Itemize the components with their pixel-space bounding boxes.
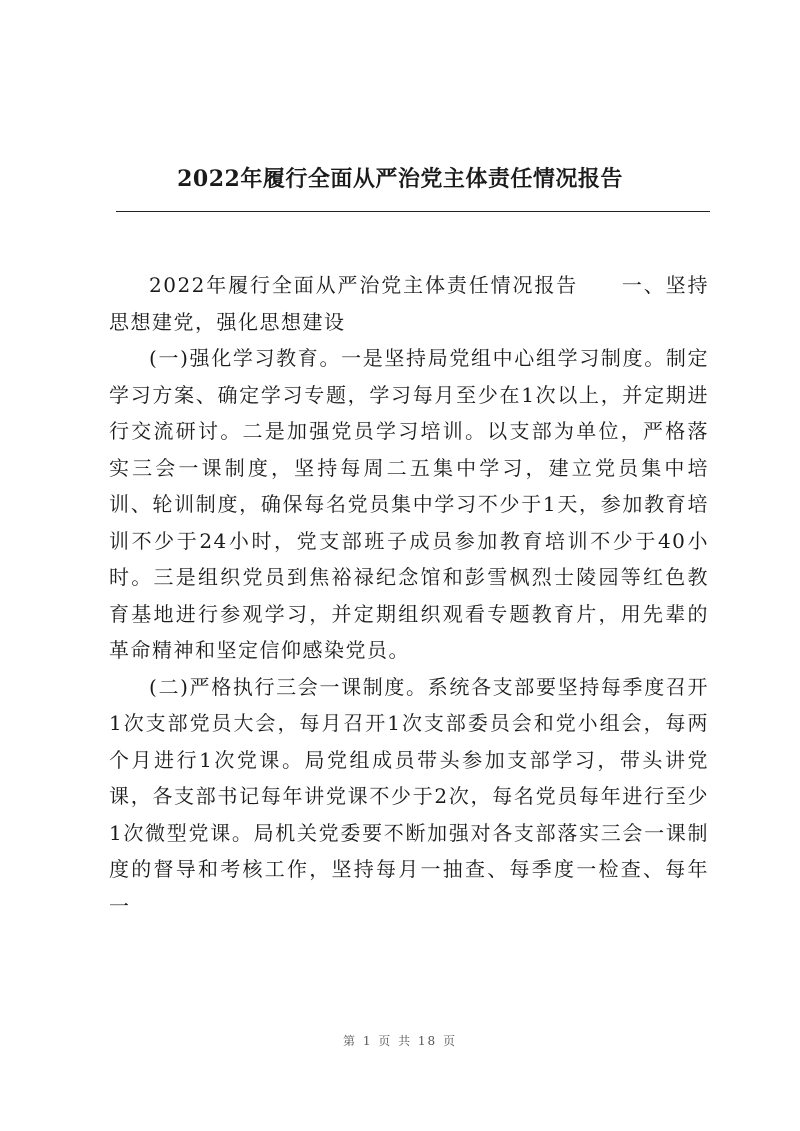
document-body [109,267,709,924]
page-number: 第 1 页 共 18 页 [343,1034,457,1048]
paragraph-1: 2022年履行全面从严治党主体责任情况报告 一、坚持思想建党，强化思想建设 [109,273,709,334]
title-underline [116,211,710,212]
paragraph-2: (一)强化学习教育。一是坚持局党组中心组学习制度。制定学习方案、确定学习专题，学习每月至少在1次以上，并定期进行交流研讨。二是加强党员学习培训。以支部为单位，严格落实三会一课制度，坚持每周二五集中学习，建立党员集中培训、轮训制度，确保每名党员集中学习不少于1天，参加教育培训不少于24小时，党支部班子成员参加教育培训不少于40小时。三是组织党员到焦裕禄纪念馆和彭雪枫烈士陵园等红色教育基地进行参观学习，并定期组织观看专题教育片，用先辈的革命精神和坚定信仰感染党员。 [109,346,709,662]
paragraph-3: (二)严格执行三会一课制度。系统各支部要坚持每季度召开1次支部党员大会，每月召开1次支部委员会和党小组会，每两个月进行1次党课。局党组成员带头参加支部学习，带头讲党课，各支部书记每年讲党课不少于2次，每名党员每年进行至少1次微型党课。局机关党委要不断加强对各支部落实三会一课制度的督导和考核工作，坚持每月一抽查、每季度一检查、每年一 [109,674,709,918]
document-title: 2022年履行全面从严治党主体责任情况报告 [177,166,623,192]
